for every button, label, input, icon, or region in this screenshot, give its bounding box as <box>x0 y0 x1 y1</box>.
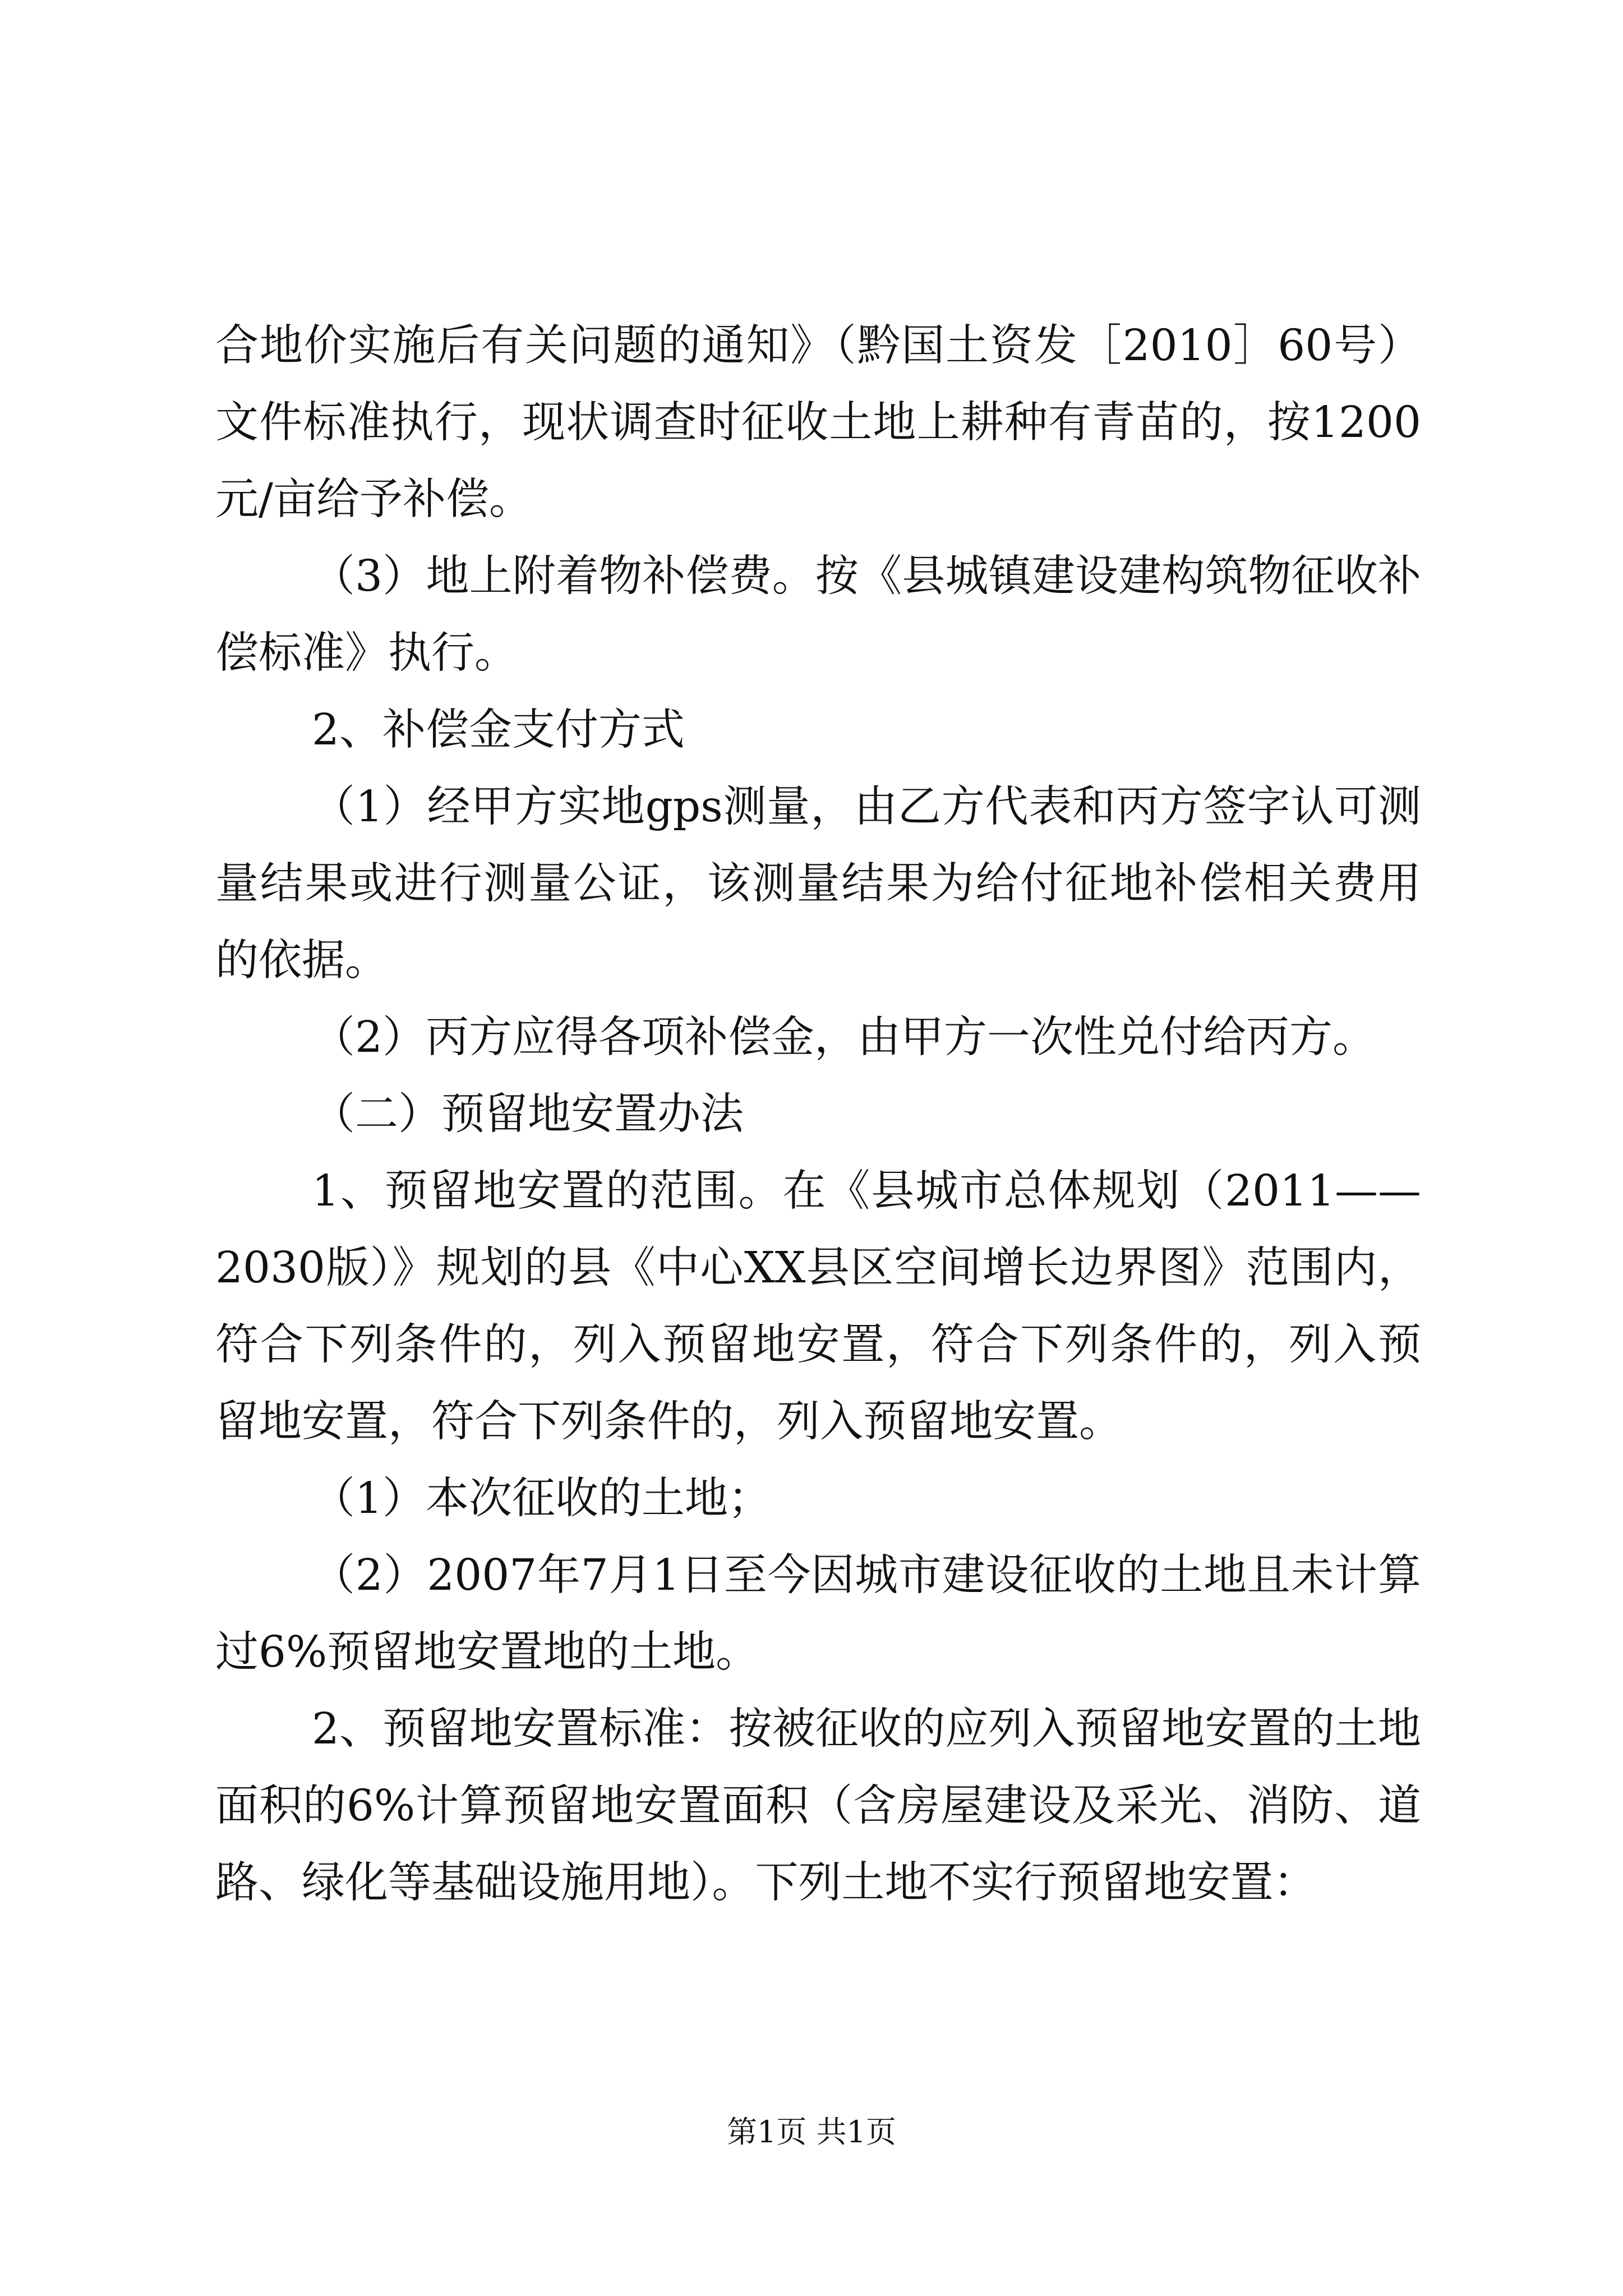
paragraph-3: 2、补偿金支付方式 <box>312 705 685 755</box>
page-number: 第1页 共1页 <box>727 2114 896 2150</box>
paragraph-10: 2、预留地安置标准：按被征收的应列入预留地安置的土地面积的6%计算预留地安置面积（含房屋建设及采光、消防、道路、绿化等基础设施用地）。下列土地不实行预留地安置： <box>215 1704 1421 1908</box>
paragraph-5: （2）丙方应得各项补偿金，由甲方一次性兑付给丙方。 <box>312 1013 1376 1062</box>
paragraph-2: （3）地上附着物补偿费。按《县城镇建设建构筑物征收补偿标准》执行。 <box>215 551 1421 678</box>
page-footer <box>0 2113 1623 2152</box>
paragraph-9: （2）2007年7月1日至今因城市建设征收的土地且未计算过6%预留地安置地的土地。 <box>215 1550 1421 1677</box>
paragraph-8: （1）本次征收的土地； <box>312 1474 771 1524</box>
document-body <box>215 307 1421 1921</box>
paragraph-4: （1）经甲方实地gps测量，由乙方代表和丙方签字认可测量结果或进行测量公证，该测量结果为给付征地补偿相关费用的依据。 <box>215 782 1421 986</box>
paragraph-7: 1、预留地安置的范围。在《县城市总体规划（2011——2030版）》规划的县《中心XX县区空间增长边界图》范围内，符合下列条件的，列入预留地安置，符合下列条件的，列入预留地安置，符合下列条件的，列入预留地安置。 <box>215 1166 1421 1447</box>
paragraph-1: 合地价实施后有关问题的通知》（黔国土资发［2010］60号）文件标准执行，现状调查时征收土地上耕种有青苗的，按1200元/亩给予补偿。 <box>215 321 1421 524</box>
paragraph-6: （二）预留地安置办法 <box>312 1089 744 1139</box>
